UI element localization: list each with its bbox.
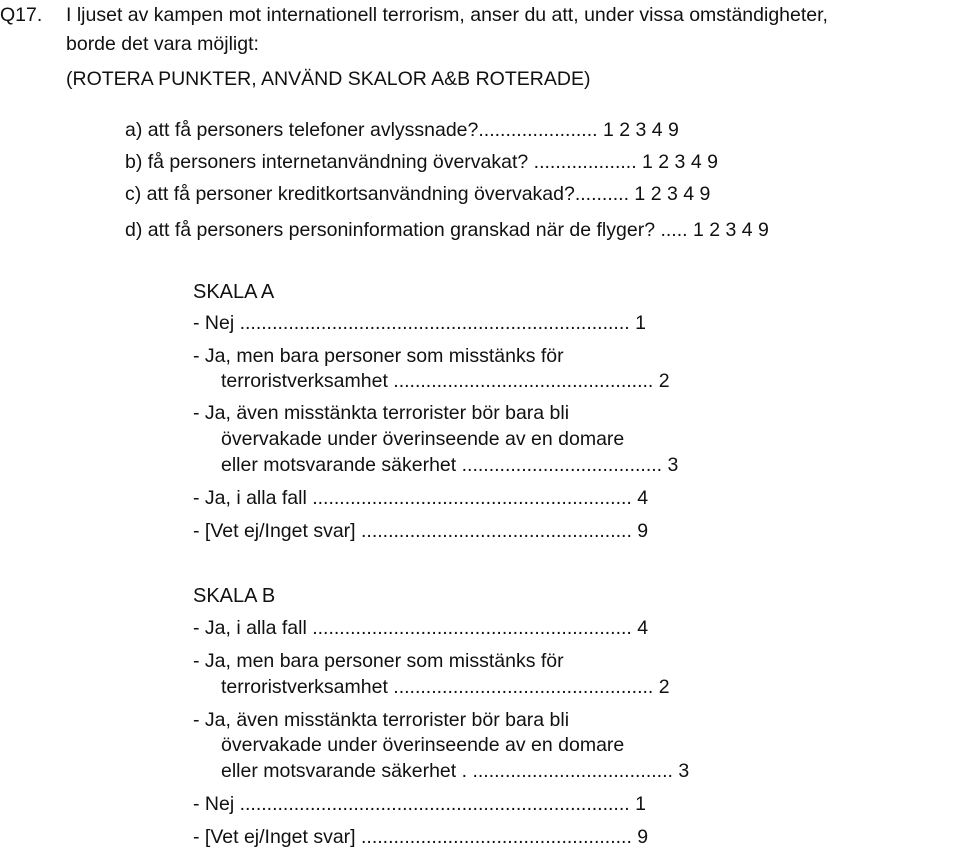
scale-b-line: terroristverksamhet ................................................ 2 [221, 676, 670, 698]
scale-a-line: övervakade under överinseende av en domare [221, 428, 625, 450]
scale-a-line: - [Vet ej/Inget svar] .................................................. 9 [193, 520, 649, 542]
scale-a-title: SKALA A [193, 281, 275, 303]
scale-a-line: - Ja, men bara personer som misstänks för [193, 345, 564, 367]
question-text-line1: I ljuset av kampen mot internationell terrorism, anser du att, under vissa omständigheter, [66, 4, 828, 26]
scale-b-line: eller motsvarande säkerhet . ..................................... 3 [221, 760, 690, 782]
scale-a-line: eller motsvarande säkerhet ..................................... 3 [221, 454, 679, 476]
scale-a-line: - Ja, i alla fall ........................................................... 4 [193, 487, 649, 509]
scale-a-line: - Ja, även misstänkta terrorister bör bara bli [193, 402, 570, 424]
question-item-b: b) få personers internetanvändning övervakat? ................... 1 2 3 4 9 [125, 151, 718, 173]
scale-b-title: SKALA B [193, 585, 276, 607]
scale-a-line: terroristverksamhet ................................................ 2 [221, 370, 670, 392]
scale-b-line: - [Vet ej/Inget svar] .................................................. 9 [193, 826, 649, 848]
scale-a-line: - Nej ........................................................................ 1 [193, 312, 646, 334]
question-number: Q17. [0, 4, 43, 26]
question-item-d: d) att få personers personinformation granskad när de flyger? ..... 1 2 3 4 9 [125, 219, 769, 241]
interviewer-instruction: (ROTERA PUNKTER, ANVÄND SKALOR A&B ROTERADE) [66, 68, 591, 90]
question-item-a: a) att få personers telefoner avlyssnade?...................... 1 2 3 4 9 [125, 119, 679, 141]
scale-b-line: - Nej ........................................................................ 1 [193, 793, 646, 815]
scale-b-line: - Ja, i alla fall ........................................................... 4 [193, 617, 649, 639]
question-item-c: c) att få personer kreditkortsanvändning övervakad?.......... 1 2 3 4 9 [125, 183, 711, 205]
question-text-line2: borde det vara möjligt: [66, 33, 259, 55]
scale-b-line: övervakade under överinseende av en domare [221, 734, 625, 756]
scale-b-line: - Ja, även misstänkta terrorister bör bara bli [193, 709, 570, 731]
scale-b-line: - Ja, men bara personer som misstänks för [193, 650, 564, 672]
